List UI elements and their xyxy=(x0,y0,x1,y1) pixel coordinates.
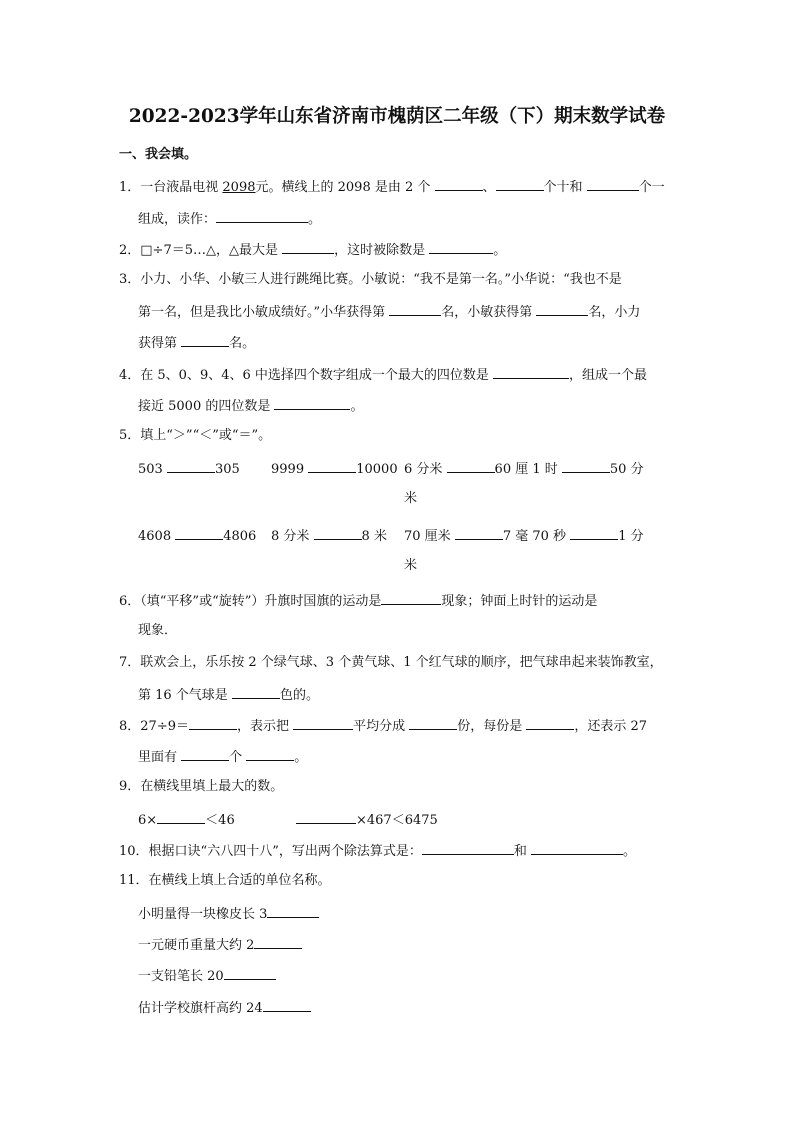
q2-text-c: 。 xyxy=(493,243,507,258)
q4-text-a: 4．在 5、0、9、4、6 中选择四个数字组成一个最大的四位数是 xyxy=(119,368,494,383)
q9-text-c: ×467＜6475 xyxy=(356,813,438,828)
q5-r2-left-3: 70 厘米 xyxy=(404,529,451,544)
q8-blank-3[interactable] xyxy=(409,717,457,730)
q5-r2-blank-2[interactable] xyxy=(314,527,362,540)
q8-text-g: 个 xyxy=(229,750,247,765)
q5-r2-wrap: 米 xyxy=(404,558,418,573)
q5-r1-item-3 xyxy=(404,460,644,478)
q5-r2-right-1: 4806 xyxy=(223,529,257,544)
q5-r1-right-2: 10000 xyxy=(356,462,398,477)
question-5: 5．填上“＞”“＜”或“＝”。 xyxy=(119,428,272,443)
question-3-line-3 xyxy=(138,334,255,352)
q8-text-h: 。 xyxy=(294,750,308,765)
q5-r1-wrap: 米 xyxy=(404,491,418,506)
q1-underlined-number: 2098 xyxy=(222,180,256,195)
q5-r2-right-2: 8 米 xyxy=(361,529,387,544)
q6-text-b: 现象；钟面上时针的运动是 xyxy=(441,594,598,609)
q5-r1-right-4: 50 分 xyxy=(609,462,644,477)
q2-blank-2[interactable] xyxy=(429,241,493,254)
q5-r1-item-2 xyxy=(271,460,398,478)
q5-r2-left-1: 4608 xyxy=(138,529,172,544)
q5-r1-left-1: 503 xyxy=(138,462,163,477)
q1-blank-4[interactable] xyxy=(216,210,308,223)
q3-text-d: 获得第 xyxy=(138,336,182,351)
q5-r2-item-3 xyxy=(404,527,644,545)
q8-blank-2[interactable] xyxy=(293,717,353,730)
q11-text-3: 一支铅笔长 20 xyxy=(138,969,224,984)
question-3-line-2 xyxy=(138,303,640,321)
q5-r2-blank-1[interactable] xyxy=(175,527,223,540)
q1-text-d: 个十和 xyxy=(543,180,587,195)
q1-blank-2[interactable] xyxy=(496,178,544,191)
q1-text-a: 1．一台液晶电视 xyxy=(119,180,223,195)
q1-text-c: 、 xyxy=(482,180,496,195)
question-4 xyxy=(119,366,647,384)
q10-text-b: 和 xyxy=(513,844,531,859)
q8-blank-6[interactable] xyxy=(246,748,294,761)
q8-text-e: ，还表示 27 xyxy=(574,719,648,734)
q1-text-b: 元。横线上的 2098 是由 2 个 xyxy=(255,180,435,195)
q3-blank-1[interactable] xyxy=(389,303,441,316)
q5-r1-right-1: 305 xyxy=(214,462,240,477)
q10-text-c: 。 xyxy=(622,844,636,859)
q6-text-a: 6．（填“平移”或“旋转”）升旗时国旗的运动是 xyxy=(119,594,382,609)
q1-blank-3[interactable] xyxy=(587,178,639,191)
q6-blank-1[interactable] xyxy=(381,592,441,605)
question-10 xyxy=(119,842,636,860)
q2-text-b: ，这时被除数是 xyxy=(334,243,430,258)
q10-blank-2[interactable] xyxy=(531,842,623,855)
q5-r1-blank-3[interactable] xyxy=(447,460,495,473)
q9-text-a: 6× xyxy=(138,813,158,828)
question-1 xyxy=(119,178,665,196)
q5-r1-blank-2[interactable] xyxy=(308,460,356,473)
question-8-line-2 xyxy=(138,748,307,766)
q7-blank-1[interactable] xyxy=(232,686,280,699)
q11-item-4 xyxy=(138,999,311,1017)
q5-r1-right-3: 60 厘 1 时 xyxy=(494,462,558,477)
q5-r2-blank-4[interactable] xyxy=(570,527,618,540)
q4-blank-2[interactable] xyxy=(274,397,350,410)
q3-blank-2[interactable] xyxy=(536,303,588,316)
q8-text-a: 8．27÷9＝ xyxy=(119,719,189,734)
question-2 xyxy=(119,241,506,259)
q9-text-b: ＜46 xyxy=(205,813,235,828)
q7-text-a: 第 16 个气球是 xyxy=(138,688,232,703)
q4-text-d: 。 xyxy=(350,399,364,414)
q5-r2-right-4: 1 分 xyxy=(618,529,644,544)
q9-item-2 xyxy=(296,811,438,829)
q11-text-4: 估计学校旗杆高约 24 xyxy=(138,1001,263,1016)
q8-blank-1[interactable] xyxy=(189,717,237,730)
q11-item-3 xyxy=(138,967,276,985)
question-3: 3．小力、小华、小敏三人进行跳绳比赛。小敏说：“我不是第一名。”小华说：“我也不是 xyxy=(119,272,622,287)
question-1-line-2 xyxy=(138,210,321,228)
q11-blank-3[interactable] xyxy=(224,967,276,980)
question-4-line-2 xyxy=(138,397,364,415)
q8-blank-4[interactable] xyxy=(526,717,574,730)
q5-r2-right-3: 7 毫 70 秒 xyxy=(502,529,567,544)
q5-r2-item-2 xyxy=(271,527,387,545)
q1-blank-1[interactable] xyxy=(435,178,483,191)
q4-text-b: ，组成一个最 xyxy=(569,368,648,383)
q3-blank-3[interactable] xyxy=(181,334,229,347)
q8-text-d: 份，每份是 xyxy=(457,719,527,734)
q7-text-b: 色的。 xyxy=(279,688,319,703)
q2-text-a: 2．□÷7＝5…△，△最大是 xyxy=(119,243,283,258)
q9-item-1 xyxy=(138,811,235,829)
q1-text-e: 个一 xyxy=(638,180,665,195)
q11-text-1: 小明量得一块橡皮长 3 xyxy=(138,907,268,922)
section-heading: 一、我会填。 xyxy=(119,147,198,162)
q5-r1-left-2: 9999 xyxy=(271,462,305,477)
q11-item-2 xyxy=(138,936,302,954)
q11-blank-2[interactable] xyxy=(254,936,302,949)
q5-r2-item-1 xyxy=(138,527,256,545)
question-11: 11．在横线上填上合适的单位名称。 xyxy=(119,873,331,888)
q1-line2-end: 。 xyxy=(308,212,322,227)
q8-blank-5[interactable] xyxy=(181,748,229,761)
question-8 xyxy=(119,717,647,735)
question-6-line-2: 现象． xyxy=(138,623,178,638)
q5-r2-blank-3[interactable] xyxy=(455,527,503,540)
q11-blank-4[interactable] xyxy=(263,999,311,1012)
q3-text-b: 名，小敏获得第 xyxy=(441,305,537,320)
q11-blank-1[interactable] xyxy=(267,905,319,918)
question-9: 9．在横线里填上最大的数。 xyxy=(119,779,284,794)
q9-blank-1[interactable] xyxy=(157,811,205,824)
q3-text-a: 第一名，但是我比小敏成绩好。”小华获得第 xyxy=(138,305,390,320)
q5-r1-left-3: 6 分米 xyxy=(404,462,443,477)
page-title: 2022-2023学年山东省济南市槐荫区二年级（下）期末数学试卷 xyxy=(128,106,666,127)
q9-blank-2[interactable] xyxy=(296,811,356,824)
q5-r1-blank-1[interactable] xyxy=(167,460,215,473)
q8-text-c: 平均分成 xyxy=(353,719,410,734)
q10-blank-1[interactable] xyxy=(422,842,514,855)
q1-line2-text: 组成，读作： xyxy=(138,212,217,227)
q10-text-a: 10．根据口诀“六八四十八”，写出两个除法算式是： xyxy=(119,844,422,859)
q4-blank-1[interactable] xyxy=(493,366,569,379)
q5-r1-blank-4[interactable] xyxy=(562,460,610,473)
q4-text-c: 接近 5000 的四位数是 xyxy=(138,399,275,414)
q11-text-2: 一元硬币重量大约 2 xyxy=(138,938,255,953)
q2-blank-1[interactable] xyxy=(282,241,334,254)
q5-r1-item-1 xyxy=(138,460,240,478)
q5-r2-left-2: 8 分米 xyxy=(271,529,310,544)
question-7-line-2 xyxy=(138,686,319,704)
q3-text-e: 名。 xyxy=(229,336,256,351)
q8-text-f: 里面有 xyxy=(138,750,182,765)
question-7: 7．联欢会上，乐乐按 2 个绿气球、3 个黄气球、1 个红气球的顺序，把气球串起来装饰教室， xyxy=(119,655,663,670)
q3-text-c: 名，小力 xyxy=(588,305,641,320)
question-6 xyxy=(119,592,597,610)
q8-text-b: ，表示把 xyxy=(236,719,294,734)
q11-item-1 xyxy=(138,905,319,923)
